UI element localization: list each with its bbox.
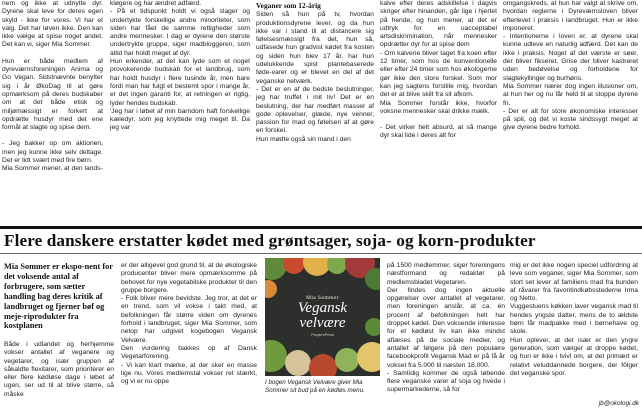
vegetable-decoration: [335, 348, 359, 372]
paragraph: Både i udlandet og herhjemme vokser antallet af veganere og vegetarer, og især gruppen af såkaldte flexitarer, som prioriterer en eller flere kødløse dage i løbet af ugen, ser ud til at blive større, så måske: [4, 341, 114, 398]
paragraph: - Der er alt for store økonomiske interesser på spil, og det vi koste sindssygt meget at give dyrene bedre forhold.: [503, 107, 638, 132]
paragraph: - Det er en af de bedste beslutninger, jeg har truffet i mit liv! Det er en beslutning, der har medført masser af gode oplevelser, glæde, nye venner, passion for mad og følelsen af at gøre en forskel.: [256, 85, 374, 135]
vegetable-decoration: [365, 268, 380, 290]
cover-title-line: velvære: [299, 315, 346, 331]
paragraph: - Folk bliver mere bevidste. Jeg tror, at det er en trend, som vil vokse i takt med, at befolkningen får større viden om dyrenes forhold i landbruget, siger Mia Sommer, som netop har udgivet kogebogen Vegansk Velvære.: [121, 295, 257, 344]
headline-rule: [0, 253, 642, 254]
paragraph: - Vi kan klart mærke, at der sker en masse lige nu. Vores medlemstal vokser ret stærkt, og vi er nu oppe: [121, 361, 257, 386]
article-lead: Mia Sommer er ekspo-nent for det voksende antal af forbrugere, som sætter handling bag deres kritik af landbruget og fjerner bøf og meje-riprodukter fra kostplanen: [4, 262, 113, 331]
paragraph: nem og ikke at udnytte dyr. Dyrene skal leve for deres egen skyld - ikke for vores. Vi har et valg. Det har løven ikke. Den kan ikke vælge at spise noget andet. Det kan vi, siger Mia Sommer.: [2, 0, 103, 49]
paragraph: - Om kalvene bliver taget fra koen efter 12 timer, som hos de konventionelle eller efter 24 timer som hos økologerne gør ikke den store forskel. Som mor kan jeg sagtens forstille mig, hvordan det er at blive skilt fra sit afkom.: [380, 49, 497, 99]
book-cover-image: [265, 258, 380, 376]
cover-title-line: Vegansk: [297, 300, 348, 316]
paragraph: på 1500 medlemmer, siger foreningens næstformand og redaktør på medlemsbladet Vegetaren.: [387, 262, 505, 286]
paragraph: Hun oplever, at det især er den yngre generation, som vælger at droppe kødet, og hun er ikke i tvivl om, at det primært er relativt veluddannede borgere, der fölger det veganske spor.: [510, 336, 638, 377]
paragraph: 'Jeg har i løbet af min barndom haft forskellige kæledyr, som jeg knyttede mig meget til. Da jeg var: [110, 107, 250, 132]
paragraph: mig er det ikke nogen speciel udfordring at leve som veganer, siger Mia Sommer, som stort set lever af familiens mad fra bunden af råvarer fra favoritindkøbsstederne Irma og Netto.: [510, 262, 638, 303]
vegetable-decoration: [285, 350, 311, 376]
subheading: Veganer som 12-årig: [256, 1, 321, 10]
lower-column-4: [510, 262, 638, 378]
cover-title: [265, 301, 380, 331]
lower-column-3: [387, 262, 505, 395]
image-caption: I bogen Vegansk Velvære giver Mia Sommer sit bud på en kødløs menu.: [265, 379, 365, 394]
paragraph: Vuggestuens køkken laver vegansk mad til hendes yngste datter, mens de to ældste børn får madpakke med i børnehave og skole.: [510, 303, 638, 336]
paragraph: - Intentionerne i loven er, at dyrene skal kunne udleve en naturlig adfærd. Det kan de ikke i praksis. Noget af det værste er søer, der bliver fikseret. Grise der bliver kastreret uden bedøvelse og forholdene for slagtekyllinger og burhøns.: [503, 33, 638, 82]
upper-column-2: [110, 0, 250, 133]
paragraph: Mia Sommer mener, at den lands-: [2, 165, 103, 173]
paragraph: - Det virker helt absurd, at så mange dyr skal lide i deres alt for: [380, 124, 497, 140]
vegetable-decoration: [357, 342, 380, 372]
paragraph: Hun mødte også sin mand i den: [256, 135, 351, 143]
upper-column-5: [503, 0, 638, 133]
paragraph: omgangskreds, at hun har valgt at skrive om, hvordan reglerne i Dyreværnsloven bliver efterlevet i praksis i landbruget. Hun er ikke imponeret.: [503, 0, 638, 32]
section-divider: [0, 226, 642, 229]
upper-column-1: [2, 0, 103, 174]
vegetable-decoration: [265, 340, 287, 372]
vegetable-decoration: [283, 258, 305, 274]
paragraph: er der alligevel god grund til, at de økologiske producenter bliver mere opmærksomme på behovet for nye vegetabilske produkter til den gruppe borgere.: [121, 262, 257, 294]
vegetable-decoration: [309, 354, 337, 376]
paragraph: Siden så hun på tv, hvordan produktionsdyrene lever, og da hun ikke var i stand til at distancere sig følelsesmæssigt fra det, hun så, udfasede hun gradvist kødet fra kosten og siden hun blev 17 år, har hun udelukkende spist plantebaserede føde-varer og er blevet en del af det veganske netværk.: [256, 11, 374, 85]
upper-column-3: [256, 0, 374, 144]
paragraph: - Samtidig kommer de også løbende flere veganske varer af soja og hvede i supermarkederne, så for: [387, 369, 505, 394]
cover-author: Mia Sommer: [306, 295, 339, 301]
paragraph: Mia Sommer nærer dog ingen illusioner om, at hun her og nu får held til at stoppe dyrene fri.: [503, 82, 638, 107]
vegetable-decoration: [327, 258, 347, 274]
article-headline: Flere danskere erstatter kødet med grøntsager, soja- og korn-produkter: [4, 231, 536, 250]
paragraph: Den vurdering bakkes op af Dansk Vegetarforening.: [121, 344, 257, 361]
paragraph: Der findes dog ingen aktuelle opgørelser over antallet af vegetarer, men foreningen anslår, at ca. én procent af befolkningen helt har droppet kødet. Den voksende interesse for et kødløst liv kan ikke mindst aflæses på de sociale medier, og antallet af følgere på den populære facebookprofil Vegansk Mad er på få år vokset fra 5.000 til næsten 18.000.: [387, 286, 505, 369]
paragraph: - Jeg bakker op om aktionen, men jeg kunne ikke selv deltage. Det er lidt svært med fire børn.: [2, 140, 103, 165]
paragraph: Mia Sommer forstår ikke, hvorfor voksne mennesker skal drikke mælk.: [380, 99, 497, 115]
paragraph: kalve efter deres adskillelse i dagvis skriger efter hinanden, går lige i hjertet på hende, og hun mener, at det er udtryk for en uacceptabel artsdiskrimination, når mennesker opdrætter dyr for at spise dem: [380, 0, 497, 49]
lower-column-1: [4, 341, 114, 399]
cover-publisher: People'sPress: [311, 333, 334, 337]
paragraph: Hun erkender, at det kan lyde som et noget provokerende budskab for et landbrug, som har holdt husdyr i flere tusinde år, men bare fordi man har fulgt et bestemt spor i mange år, er det ingen garanti for, at retningen er rigtig, lyder hendes budskab.: [110, 58, 250, 107]
author-email: jb@okologi.dk: [598, 400, 639, 407]
paragraph: kløgere og har ændret adfærd.: [110, 0, 202, 7]
upper-column-4: [380, 0, 497, 141]
paragraph: Hun er både medlem af dyreværnsforeningen Anima og Go Vegan. Sidstnævnte benytter sig i år ØkoDag til at gøre opmærksom på deres budskaber om at det både etisk og miljømæssigt er forkert at opdrætte husdyr med det ene formål at slagte og spise dem.: [2, 57, 103, 132]
lower-column-2: [121, 262, 257, 386]
paragraph: - På et tidspunkt holdt vi også slager og undertykte forskellige andre minoriteter, som siden har fået de samme rettigheder som andre mennesker. I dag er dyrene den største undertrykte gruppe, siger madbloggeren, som altid har holdt meget af dyr.: [110, 8, 250, 57]
